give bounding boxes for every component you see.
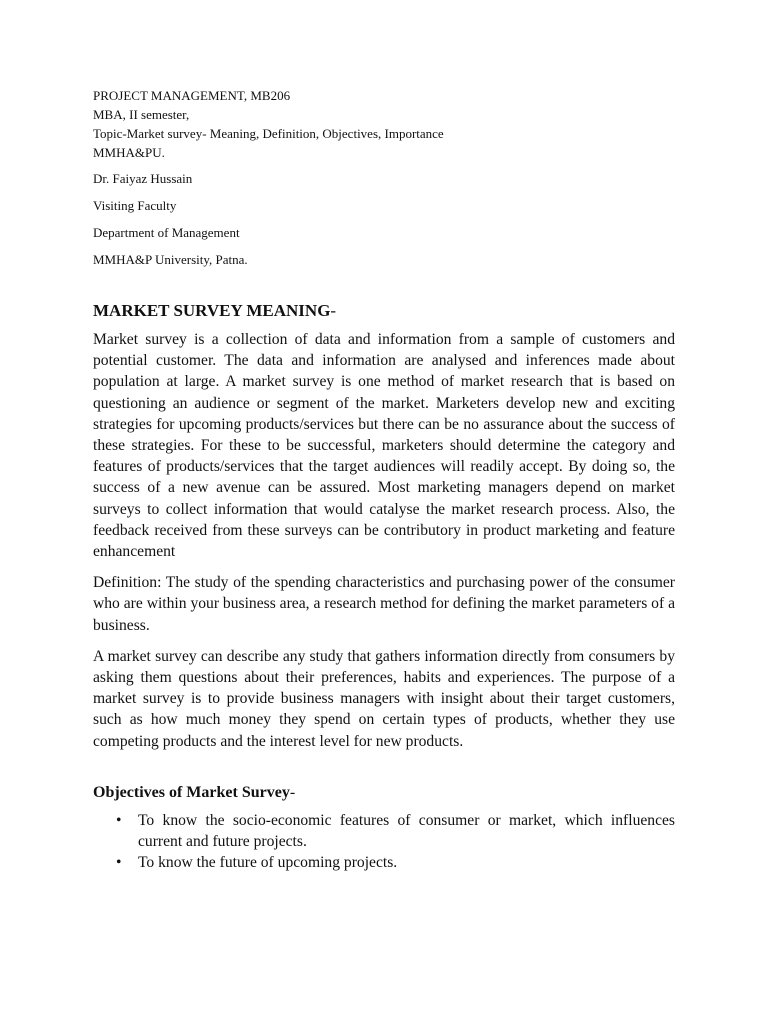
- list-item-text: To know the future of upcoming projects.: [138, 854, 398, 872]
- objectives-list: [93, 810, 675, 874]
- program-semester: MBA, II semester,: [93, 107, 190, 122]
- bullet-icon: •: [116, 811, 122, 829]
- course-title: PROJECT MANAGEMENT, MB206: [93, 88, 291, 103]
- meaning-paragraph: Market survey is a collection of data and information from a sample of customers and potential customer. The data and information are analysed and inferences made about population at large. A market survey is one method of market research that is based on questioning an audience or segment of the market. Marketers develop new and exciting strategies for upcoming products/services but there can be no assurance about the success of these strategies. For these to be successful, marketers should determine the category and features of products/services that the target audiences will readily accept. By doing so, the success of a new avenue can be assured. Most marketing managers depend on market surveys to collect information that would catalyse the market research process. Also, the feedback received from these surveys can be contributory in product marketing and feature enhancement: [93, 331, 675, 561]
- objectives-heading-dash: -: [289, 783, 296, 801]
- meaning-heading: [93, 299, 675, 323]
- objectives-heading-text: Objectives of Market Survey: [93, 783, 290, 801]
- bullet-icon: •: [116, 854, 122, 872]
- definition-paragraph: Definition: The study of the spending characteristics and purchasing power of the consumer who are within your business area, a research method for defining the market parameters of a business.: [93, 574, 675, 634]
- objectives-heading: [93, 782, 675, 804]
- topic-line: Topic-Market survey- Meaning, Definition, Objectives, Importance: [93, 126, 444, 141]
- institution-abbrev: MMHA&PU.: [93, 145, 165, 160]
- author-department: Department of Management: [93, 225, 240, 240]
- meaning-heading-text: MARKET SURVEY MEANING: [93, 301, 331, 320]
- author-university: MMHA&P University, Patna.: [93, 252, 248, 267]
- author-position: Visiting Faculty: [93, 198, 177, 213]
- purpose-paragraph: A market survey can describe any study that gathers information directly from consumers by asking them questions about their preferences, habits and experiences. The purpose of a market survey is to provide business managers with insight about their target customers, such as how much money they spend on certain types of products, whether they use competing products and the interest level for new products.: [93, 647, 675, 750]
- list-item: [116, 852, 675, 873]
- document-page: [93, 86, 675, 873]
- document-header: [93, 86, 675, 162]
- meaning-heading-dash: -: [330, 301, 337, 320]
- list-item: [116, 810, 675, 852]
- list-item-text: To know the socio-economic features of consumer or market, which influences current and future projects.: [138, 811, 675, 851]
- author-block: [93, 169, 675, 269]
- author-name: Dr. Faiyaz Hussain: [93, 171, 193, 186]
